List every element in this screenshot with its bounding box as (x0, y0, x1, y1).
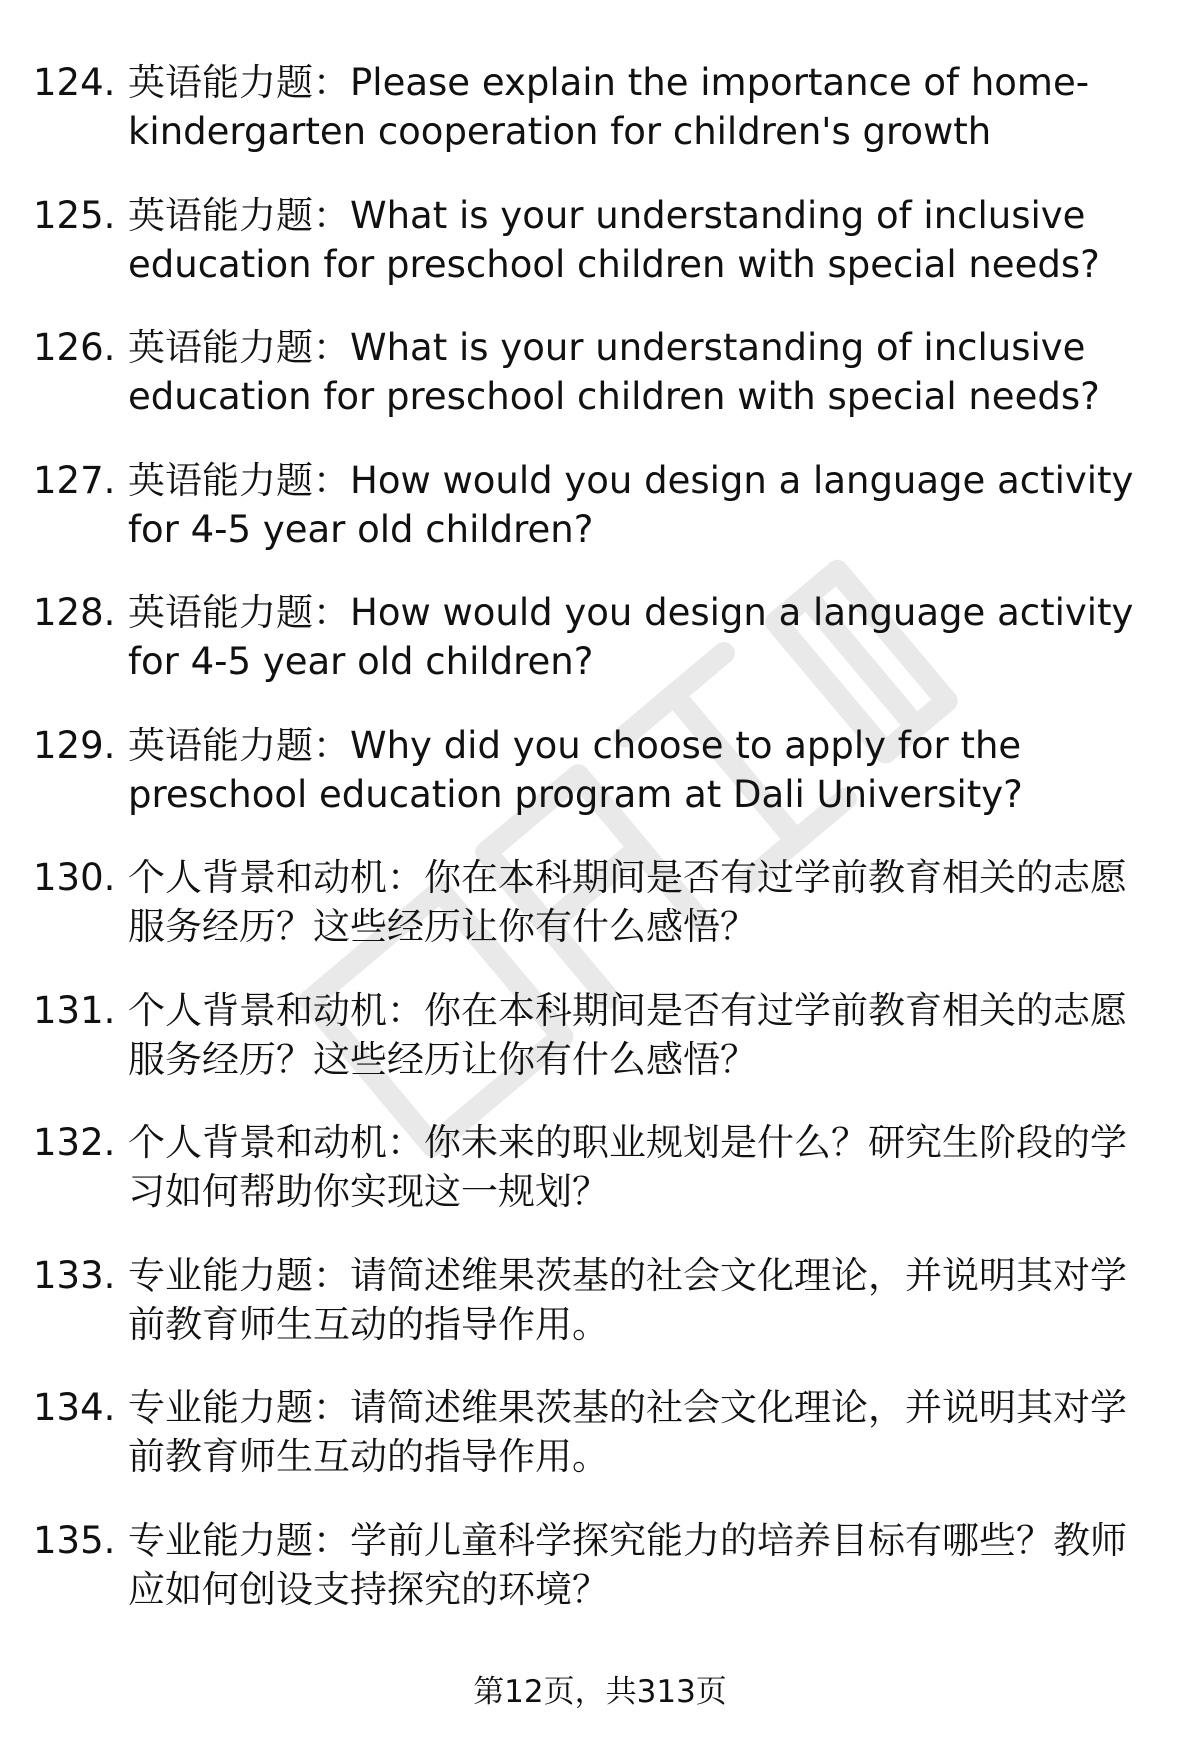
list-item (0, 191, 1200, 324)
question-text: 英语能力题：What is your understanding of inclusive education for preschool children with special needs? (128, 193, 1100, 286)
question-text: 专业能力题：请简述维果茨基的社会文化理论，并说明其对学前教育师生互动的指导作用。 (128, 1253, 1127, 1346)
question-text: 英语能力题：Please explain the importance of home-kindergarten cooperation for children's growth (128, 61, 1090, 153)
question-text: 英语能力题：Why did you choose to apply for the preschool education program at Dali University? (128, 723, 1023, 816)
question-text: 英语能力题：What is your understanding of inclusive education for preschool children with special needs? (128, 326, 1100, 418)
list-item (0, 58, 1200, 191)
list-item (0, 1516, 1200, 1649)
list-item (0, 986, 1200, 1119)
list-item (0, 1118, 1200, 1251)
question-number: 134. (33, 1386, 116, 1429)
question-number: 131. (33, 988, 116, 1032)
question-number: 130. (33, 856, 116, 899)
question-number: 128. (33, 591, 116, 634)
question-text: 个人背景和动机：你在本科期间是否有过学前教育相关的志愿服务经历？这些经历让你有什么感悟？ (128, 856, 1127, 948)
page-number-footer: 第12页，共313页 (473, 1674, 727, 1710)
list-item (0, 588, 1200, 721)
question-number: 125. (33, 193, 116, 237)
list-item (0, 456, 1200, 589)
question-number: 132. (33, 1121, 116, 1164)
question-list (0, 58, 1200, 1648)
list-item (0, 1251, 1200, 1384)
question-number: 127. (33, 458, 116, 502)
question-text: 专业能力题：学前儿童科学探究能力的培养目标有哪些？教师应如何创设支持探究的环境？ (128, 1518, 1127, 1611)
list-item (0, 853, 1200, 986)
question-text: 个人背景和动机：你未来的职业规划是什么？研究生阶段的学习如何帮助你实现这一规划？ (128, 1121, 1127, 1213)
question-number: 133. (33, 1253, 116, 1297)
question-text: 英语能力题：How would you design a language activity for 4-5 year old children? (128, 591, 1134, 683)
list-item (0, 323, 1200, 456)
question-number: 129. (33, 723, 116, 767)
list-item (0, 721, 1200, 854)
question-text: 专业能力题：请简述维果茨基的社会文化理论，并说明其对学前教育师生互动的指导作用。 (128, 1386, 1127, 1478)
question-number: 126. (33, 326, 116, 369)
question-text: 英语能力题：How would you design a language activity for 4-5 year old children? (128, 458, 1134, 551)
question-text: 个人背景和动机：你在本科期间是否有过学前教育相关的志愿服务经历？这些经历让你有什么感悟？ (128, 988, 1127, 1081)
question-number: 124. (33, 61, 116, 104)
list-item (0, 1383, 1200, 1516)
question-number: 135. (33, 1518, 116, 1562)
